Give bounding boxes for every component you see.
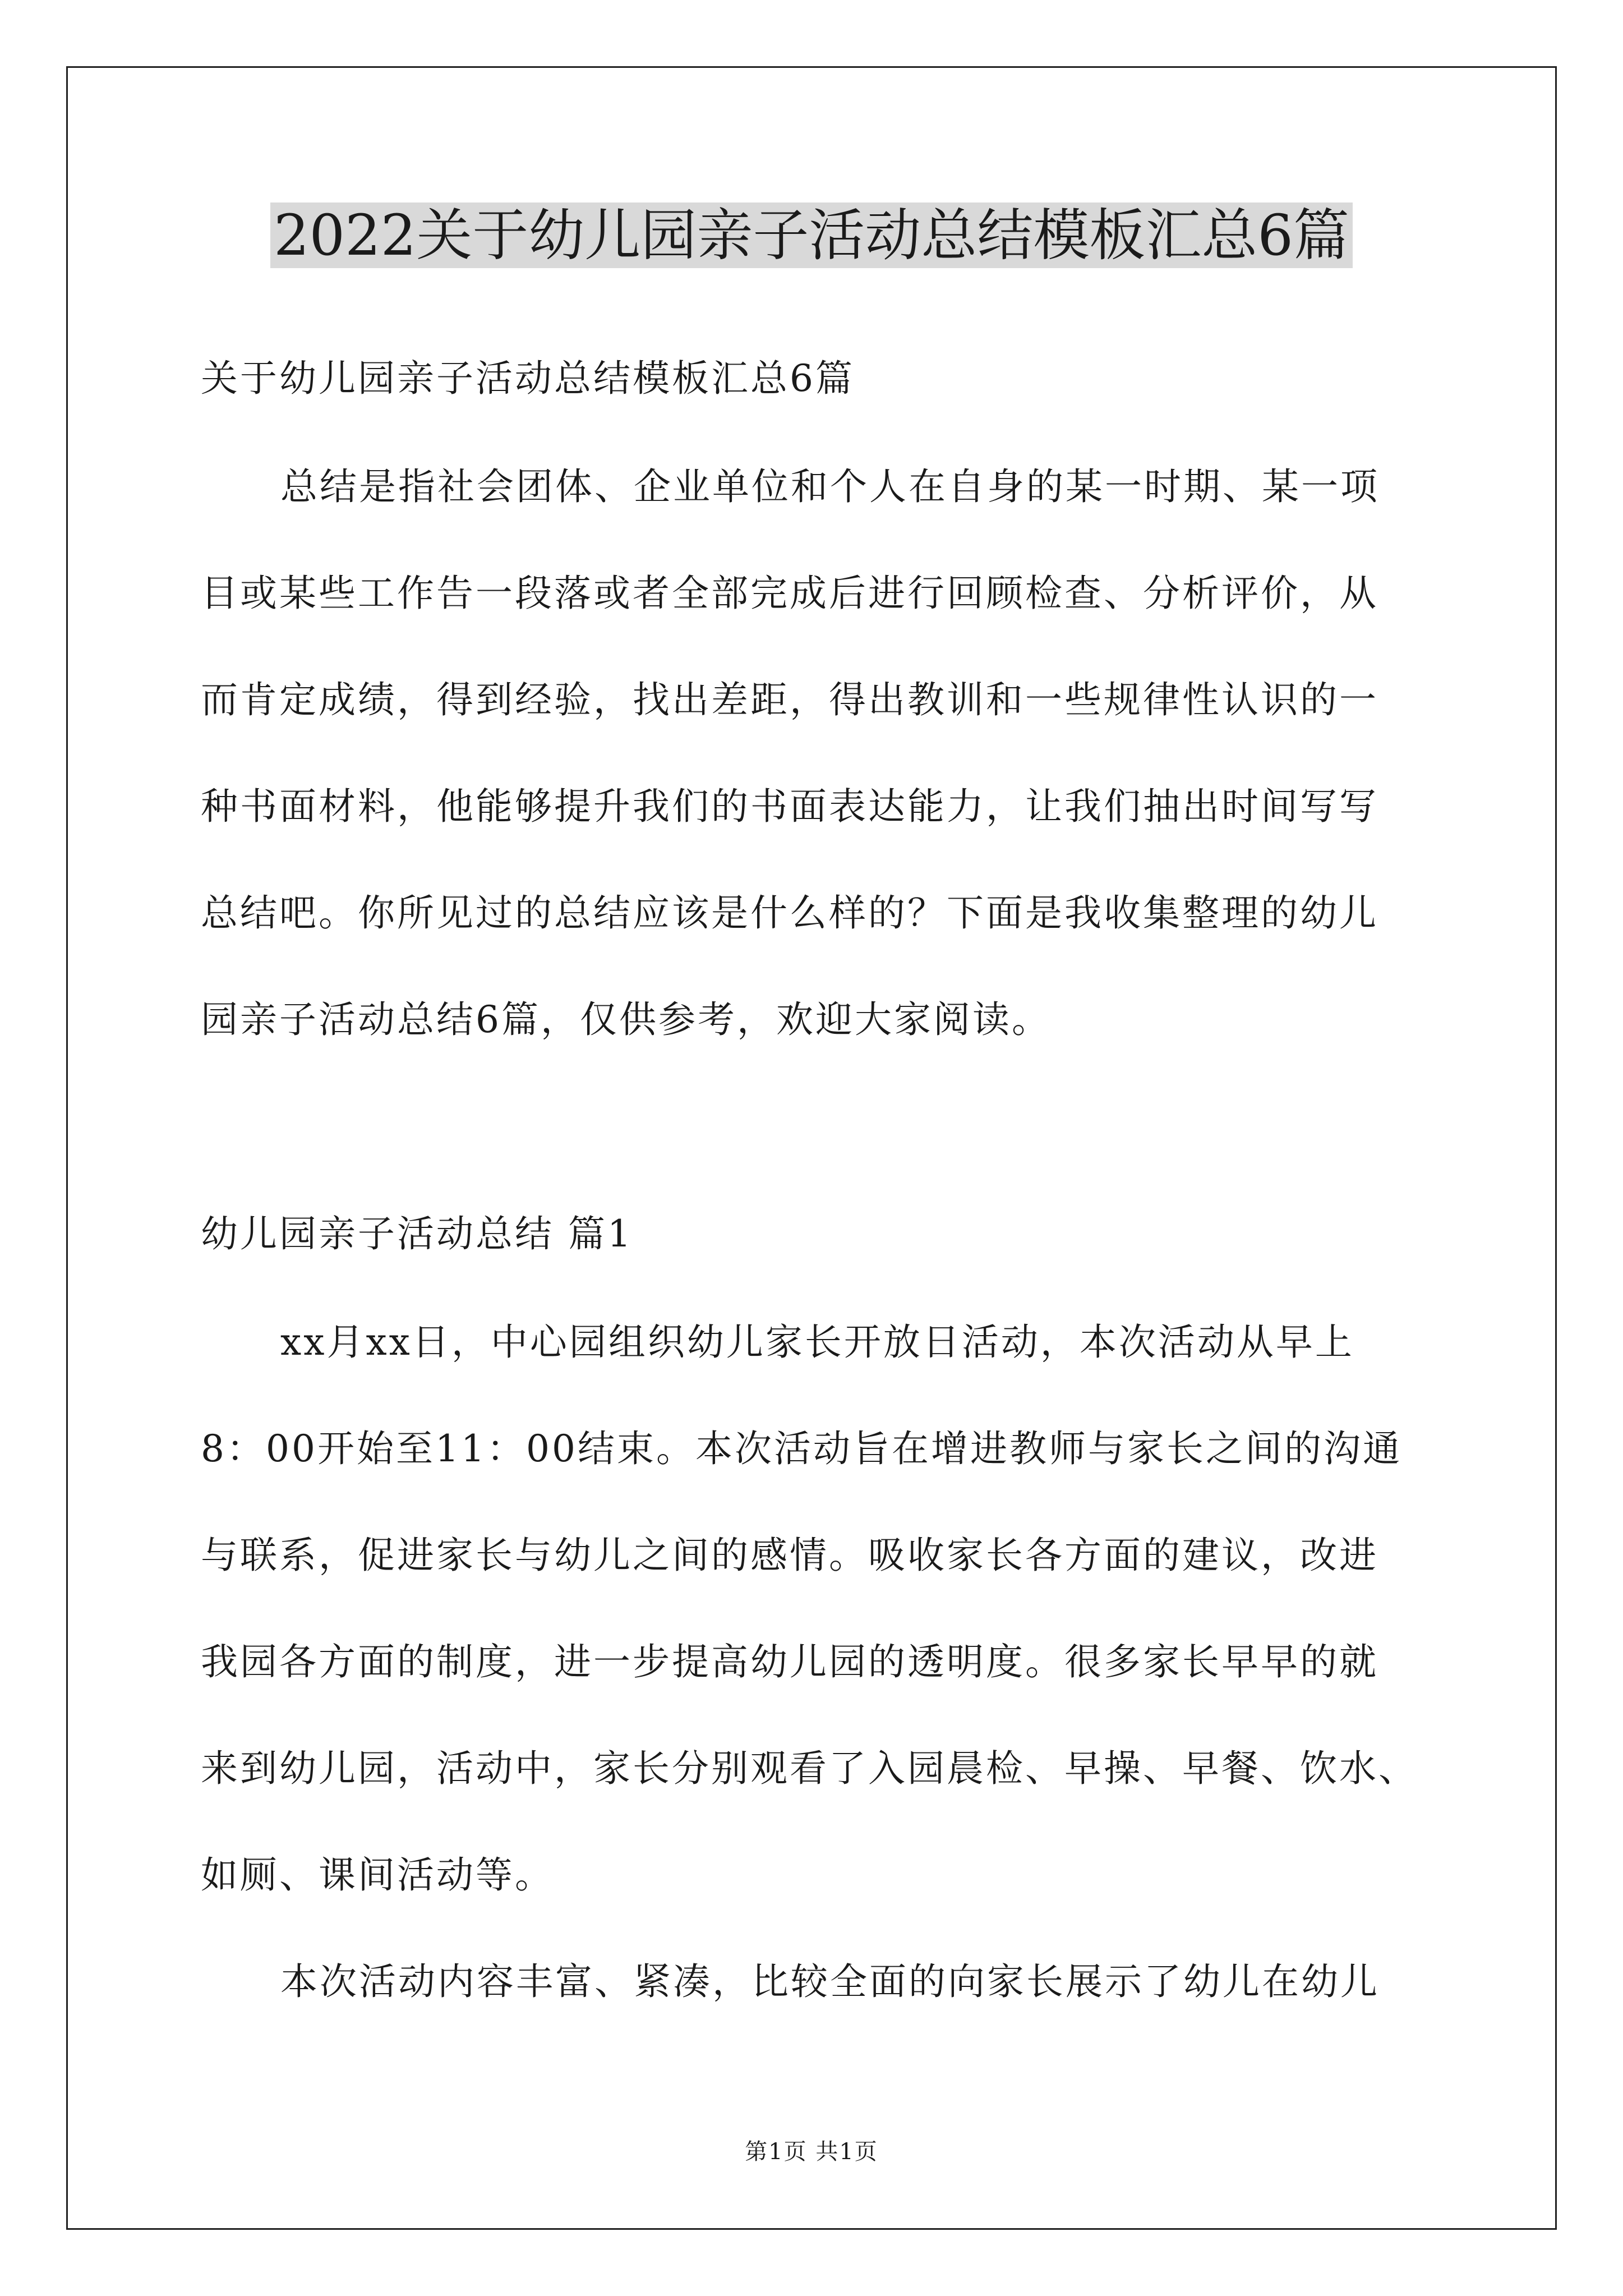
section-line: 8：00开始至11：00结束。本次活动旨在增进教师与家长之间的沟通 [201, 1427, 1402, 1470]
section-line: 如厕、课间活动等。 [201, 1853, 554, 1897]
page-footer: 第1页 共1页 [745, 2139, 878, 2165]
section-line: 本次活动内容丰富、紧凑，比较全面的向家长展示了幼儿在幼儿 [280, 1960, 1380, 2003]
intro-line: 园亲子活动总结6篇，仅供参考，欢迎大家阅读。 [201, 998, 1051, 1041]
section-heading: 幼儿园亲子活动总结 篇1 [201, 1212, 633, 1255]
section-line: xx月xx日，中心园组织幼儿家长开放日活动，本次活动从早上 [280, 1320, 1354, 1364]
document-title [0, 199, 1623, 272]
document-title-text: 2022关于幼儿园亲子活动总结模板汇总6篇 [270, 203, 1353, 268]
intro-line: 目或某些工作告一段落或者全部完成后进行回顾检查、分析评价，从 [201, 572, 1378, 615]
intro-line: 种书面材料，他能够提升我们的书面表达能力，让我们抽出时间写写 [201, 785, 1378, 828]
intro-line: 总结是指社会团体、企业单位和个人在自身的某一时期、某一项 [280, 465, 1380, 508]
section-line: 来到幼儿园，活动中，家长分别观看了入园晨检、早操、早餐、饮水、 [201, 1747, 1418, 1790]
section-line: 我园各方面的制度，进一步提高幼儿园的透明度。很多家长早早的就 [201, 1640, 1378, 1683]
section-line: 与联系，促进家长与幼儿之间的感情。吸收家长各方面的建议，改进 [201, 1534, 1378, 1577]
intro-line: 总结吧。你所见过的总结应该是什么样的？下面是我收集整理的幼儿 [201, 891, 1378, 935]
document-subtitle: 关于幼儿园亲子活动总结模板汇总6篇 [201, 357, 855, 400]
intro-line: 而肯定成绩，得到经验，找出差距，得出教训和一些规律性认识的一 [201, 678, 1378, 721]
